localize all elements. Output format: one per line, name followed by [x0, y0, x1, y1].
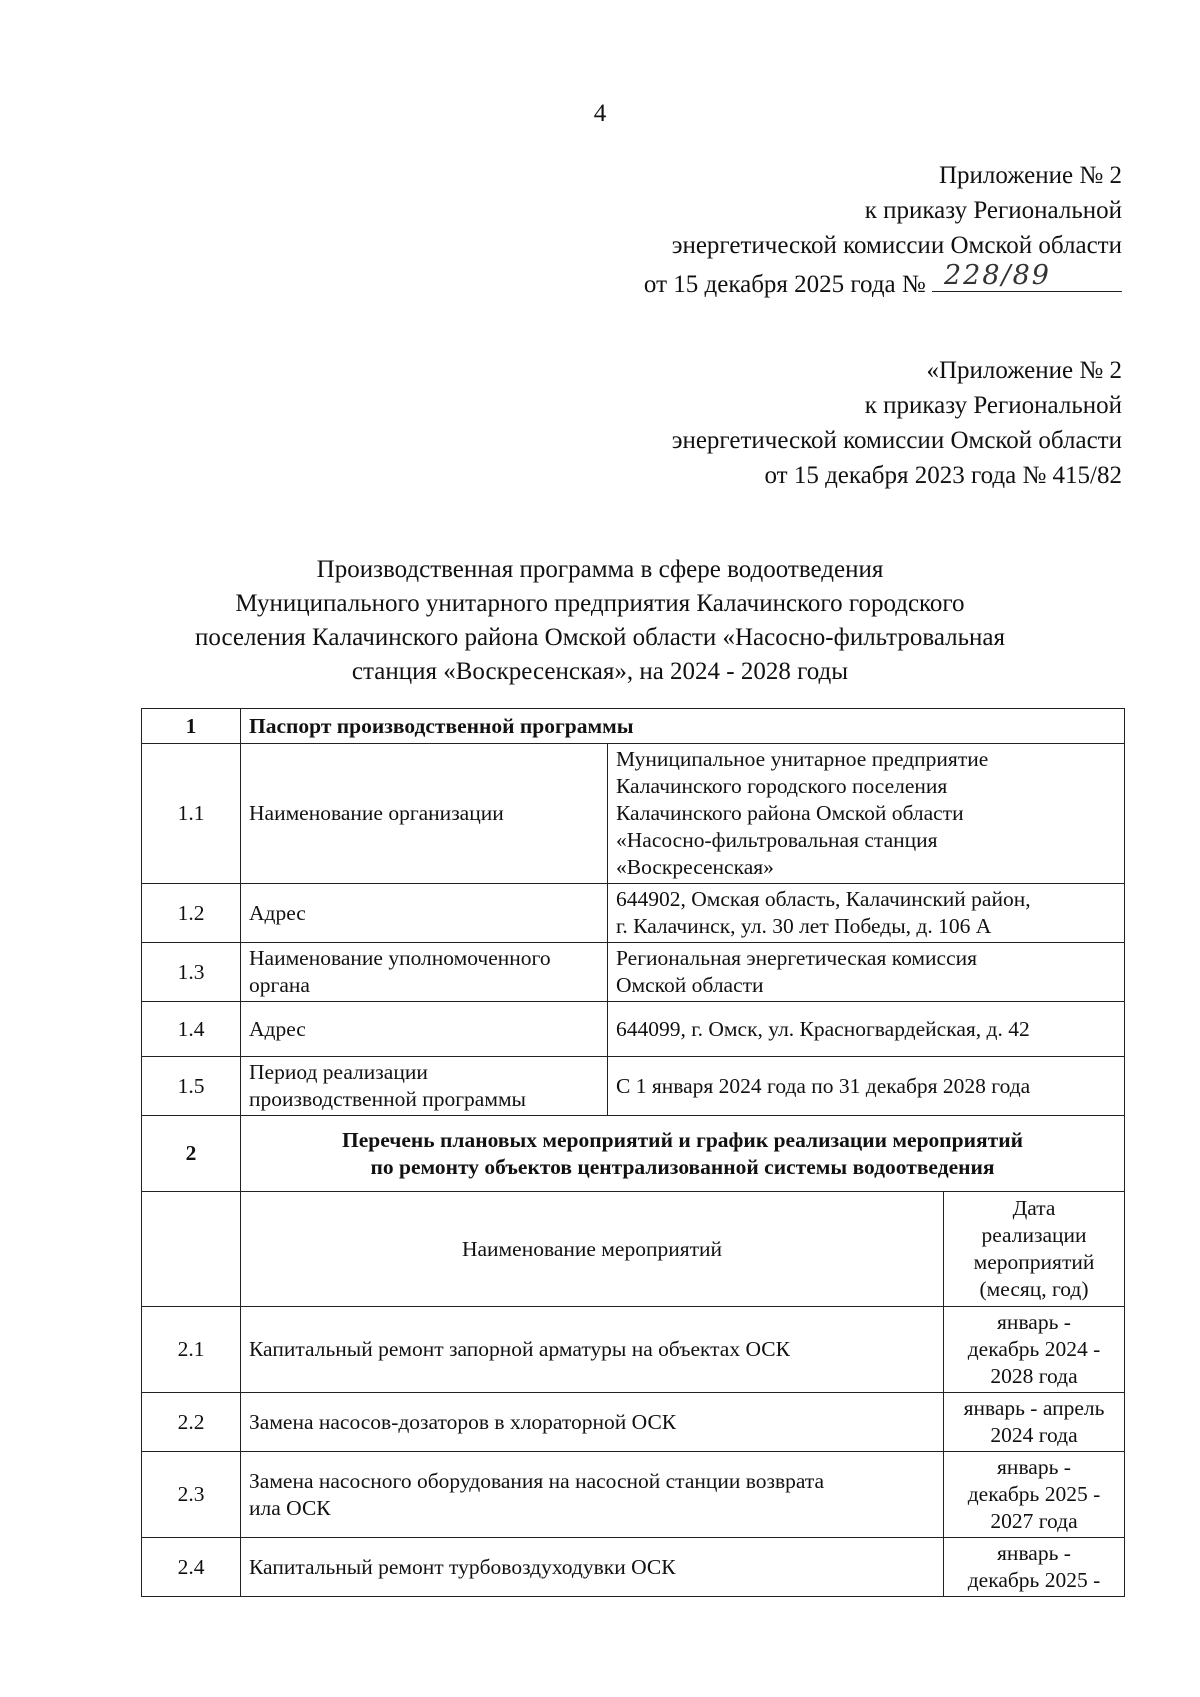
row-number: 1.4 — [142, 1002, 241, 1057]
row-value: 644099, г. Омск, ул. Красногвардейская, д. 42 — [608, 1002, 1125, 1057]
row-number: 1.2 — [142, 884, 241, 943]
prev-appendix-commission: энергетической комиссии Омской области — [671, 427, 1122, 454]
name-line: Замена насосного оборудования на насосной станции возврата — [249, 1468, 825, 1493]
date-line: январь - — [997, 1541, 1071, 1565]
date-line: декабрь 2025 - — [967, 1568, 1101, 1592]
section-title-line: Перечень плановых мероприятий и график реализации мероприятий — [342, 1127, 1023, 1152]
appendix-header-previous — [672, 353, 1122, 493]
row-value — [608, 943, 1125, 1002]
appendix-date: от 15 декабря 2025 года № — [643, 271, 926, 298]
table-row — [142, 943, 1125, 1002]
activity-date — [944, 1307, 1125, 1393]
value-line: Муниципальное унитарное предприятие — [616, 747, 989, 771]
activity-name: Капитальный ремонт запорной арматуры на объектах ОСК — [241, 1307, 944, 1393]
page-number: 4 — [593, 100, 607, 127]
row-number: 1.1 — [142, 744, 241, 884]
title-line: Производственная программа в сфере водоотведения — [316, 556, 884, 583]
section-1-header-row — [142, 709, 1125, 744]
value-line: Калачинского городского поселения — [616, 774, 948, 798]
date-line: январь - — [997, 1455, 1071, 1479]
row-label: Наименование организации — [241, 744, 608, 884]
appendix-title: Приложение № 2 — [938, 162, 1122, 189]
table-row — [142, 1307, 1125, 1393]
order-number-field — [932, 260, 1122, 292]
row-value: С 1 января 2024 года по 31 декабря 2028 года — [608, 1057, 1125, 1116]
row-label — [241, 1057, 608, 1116]
table-row — [142, 1452, 1125, 1538]
col-header-date-line: Дата — [1012, 1196, 1056, 1220]
value-line: Региональная энергетическая комиссия — [616, 946, 978, 970]
row-number: 2.4 — [142, 1538, 241, 1597]
row-number: 2.1 — [142, 1307, 241, 1393]
row-number: 1.5 — [142, 1057, 241, 1116]
col-header-name: Наименование мероприятий — [241, 1192, 944, 1307]
title-line: поселения Калачинского района Омской области «Насосно-фильтровальная — [194, 624, 1006, 651]
col-header-date-line: (месяц, год) — [979, 1277, 1089, 1301]
appendix-order-ref: к приказу Региональной — [864, 197, 1122, 224]
row-value — [608, 884, 1125, 943]
table-row — [142, 884, 1125, 943]
row-number: 2.2 — [142, 1393, 241, 1452]
value-line: «Воскресенская» — [616, 855, 774, 879]
activity-date — [944, 1452, 1125, 1538]
value-line: 644902, Омская область, Калачинский район, — [616, 887, 1031, 911]
section-2-header-row — [142, 1116, 1125, 1192]
program-table — [141, 708, 1125, 1597]
activity-name: Замена насосов-дозаторов в хлораторной ОСК — [241, 1393, 944, 1452]
row-label — [241, 943, 608, 1002]
section-title: Паспорт производственной программы — [241, 709, 1125, 744]
activity-name — [241, 1452, 944, 1538]
activity-date — [944, 1393, 1125, 1452]
section-title-line: по ремонту объектов централизованной системы водоотведения — [370, 1154, 995, 1179]
handwritten-order-number: 228/89 — [944, 260, 1051, 291]
appendix-header-current — [644, 158, 1122, 302]
col-header-date-line: мероприятий — [973, 1250, 1095, 1274]
section-title — [241, 1116, 1125, 1192]
label-line: органа — [249, 973, 310, 997]
title-line: Муниципального унитарного предприятия Калачинского городского — [235, 590, 965, 617]
table-row — [142, 744, 1125, 884]
table-row — [142, 1538, 1125, 1597]
date-line: 2024 года — [990, 1423, 1078, 1447]
value-line: г. Калачинск, ул. 30 лет Победы, д. 106 А — [616, 914, 992, 938]
table-row — [142, 1057, 1125, 1116]
appendix-date-line — [643, 260, 1122, 302]
value-line: Омской области — [616, 973, 764, 997]
label-line: Период реализации — [249, 1060, 428, 1084]
date-line: декабрь 2025 - — [967, 1482, 1101, 1506]
value-line: «Насосно-фильтровальная станция — [616, 828, 938, 852]
section-number: 2 — [142, 1116, 241, 1192]
date-line: 2028 года — [990, 1364, 1078, 1388]
date-line: декабрь 2024 - — [967, 1337, 1101, 1361]
table-row — [142, 1002, 1125, 1057]
title-line: станция «Воскресенская», на 2024 - 2028 годы — [351, 658, 849, 685]
col-header-date — [944, 1192, 1125, 1307]
name-line: ила ОСК — [249, 1495, 331, 1520]
row-number: 2.3 — [142, 1452, 241, 1538]
appendix-commission: энергетической комиссии Омской области — [671, 232, 1122, 259]
label-line: Наименование уполномоченного — [249, 946, 551, 970]
prev-appendix-order-ref: к приказу Региональной — [864, 392, 1122, 419]
date-line: 2027 года — [990, 1509, 1078, 1533]
activity-name: Капитальный ремонт турбовоздуходувки ОСК — [241, 1538, 944, 1597]
row-number: 1.3 — [142, 943, 241, 1002]
date-line: январь - — [997, 1310, 1071, 1334]
row-label: Адрес — [241, 1002, 608, 1057]
table-row — [142, 1393, 1125, 1452]
value-line: Калачинского района Омской области — [616, 801, 964, 825]
column-header-row — [142, 1192, 1125, 1307]
activity-date — [944, 1538, 1125, 1597]
row-label: Адрес — [241, 884, 608, 943]
section-number: 1 — [142, 709, 241, 744]
label-line: производственной программы — [249, 1087, 527, 1111]
row-value — [608, 744, 1125, 884]
empty-header-cell — [142, 1192, 241, 1307]
date-line: январь - апрель — [963, 1396, 1105, 1420]
prev-appendix-title: «Приложение № 2 — [926, 357, 1122, 384]
document-title — [0, 553, 1200, 689]
prev-appendix-date: от 15 декабря 2023 года № 415/82 — [764, 462, 1122, 489]
col-header-date-line: реализации — [981, 1223, 1087, 1247]
